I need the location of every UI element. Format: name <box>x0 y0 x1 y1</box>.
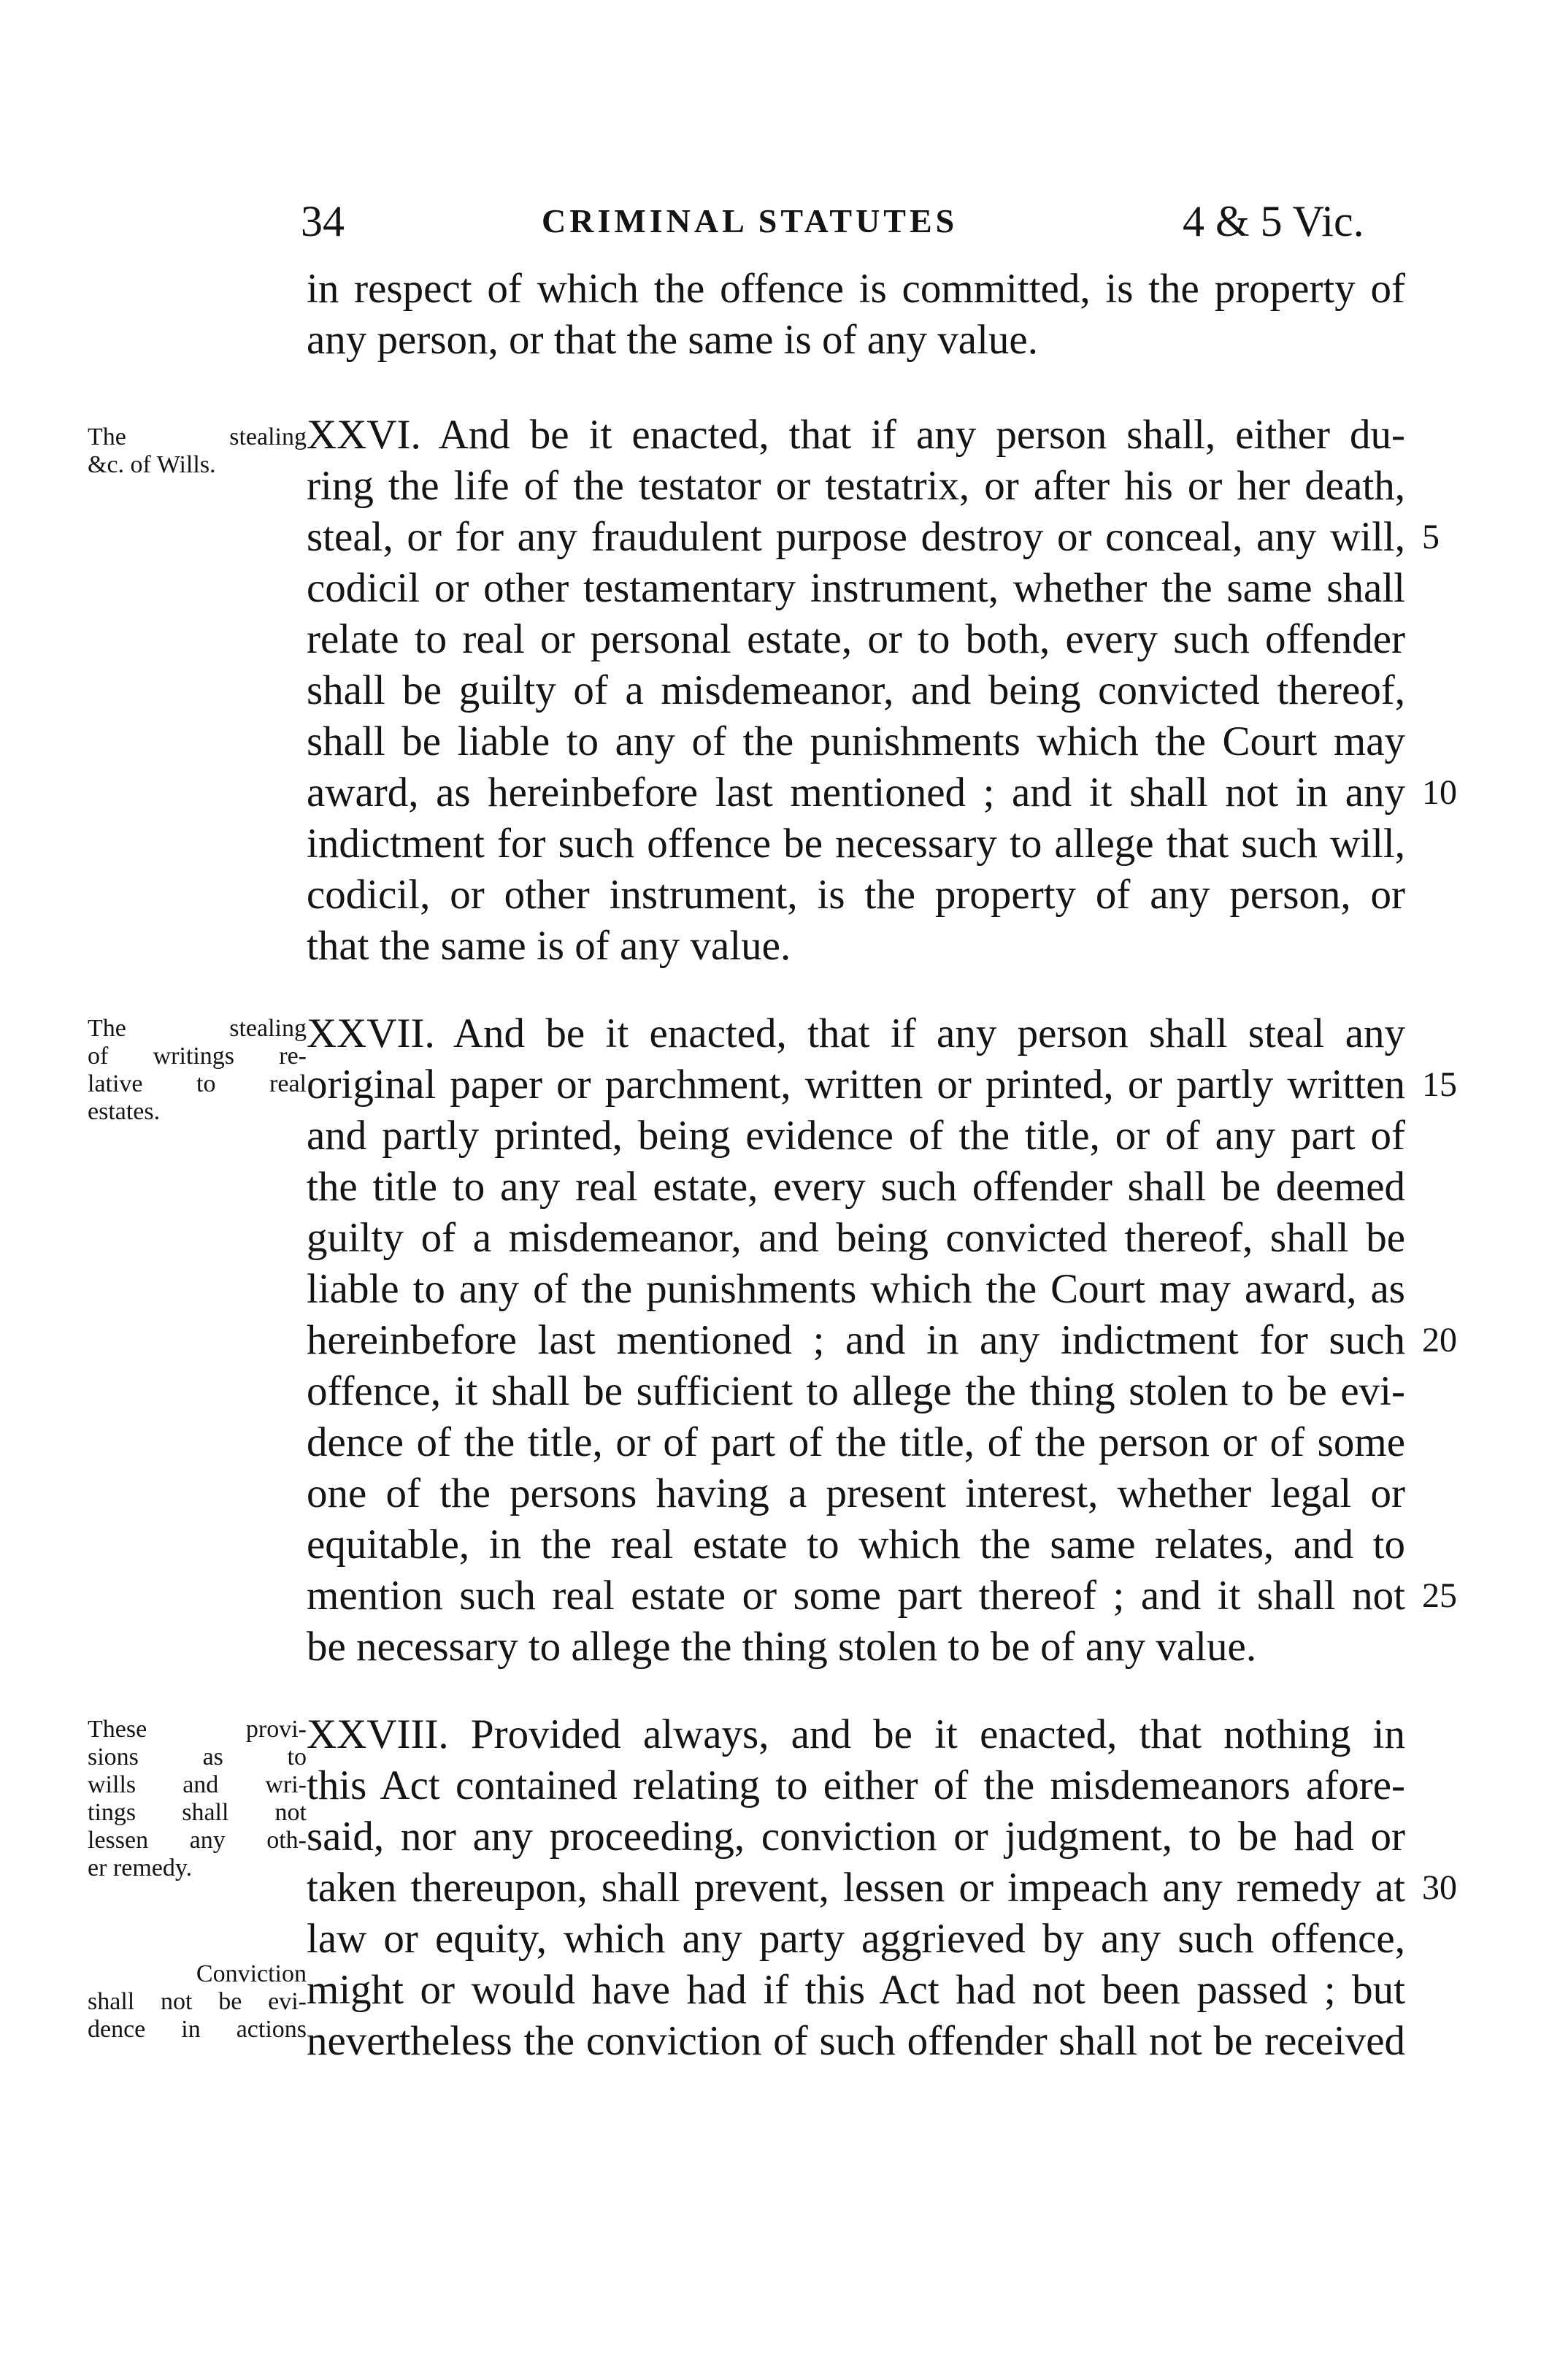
body-line: law or equity, which any party aggrieved by any such offence, <box>307 1916 1405 1962</box>
margin-note-line: lessen any oth- <box>88 1827 307 1854</box>
line-number: 5 <box>1422 518 1440 556</box>
body-line: codicil, or other instrument, is the property of any person, or <box>307 872 1405 918</box>
body-line: award, as hereinbefore last mentioned ; and it shall not in any <box>307 770 1405 816</box>
margin-note-line: of writings re- <box>88 1043 307 1070</box>
regnal-year: 4 & 5 Vic. <box>1183 197 1364 245</box>
body-line: XXVI. And be it enacted, that if any person shall, either du- <box>307 412 1405 458</box>
line-number: 10 <box>1422 773 1457 812</box>
body-line: liable to any of the punishments which the Court may award, as <box>307 1266 1405 1312</box>
margin-note-line: shall not be evi- <box>88 1988 307 2015</box>
margin-note-stealing-wills <box>88 423 307 479</box>
margin-note-line: Conviction <box>196 1960 307 1987</box>
body-line: one of the persons having a present interest, whether legal or <box>307 1470 1405 1516</box>
body-line: guilty of a misdemeanor, and being convicted thereof, shall be <box>307 1215 1405 1261</box>
body-line: said, nor any proceeding, conviction or judgment, to be had or <box>307 1814 1405 1860</box>
margin-note-line: &c. of Wills. <box>88 451 216 478</box>
body-line: XXVIII. Provided always, and be it enacted, that nothing in <box>307 1711 1405 1757</box>
margin-note-line: sions as to <box>88 1743 307 1771</box>
body-line: relate to real or personal estate, or to both, every such offender <box>307 616 1405 662</box>
margin-note-stealing-writings <box>88 1015 307 1126</box>
margin-note-line: dence in actions <box>88 2016 307 2043</box>
body-line: this Act contained relating to either of the misdemeanors afore- <box>307 1762 1405 1808</box>
body-line: might or would have had if this Act had not been passed ; but <box>307 1967 1405 2013</box>
body-line: equitable, in the real estate to which the same relates, and to <box>307 1522 1405 1568</box>
margin-note-line: tings shall not <box>88 1799 307 1826</box>
body-line: be necessary to allege the thing stolen to be of any value. <box>307 1624 1257 1670</box>
margin-note-line: wills and wri- <box>88 1771 307 1798</box>
line-number: 25 <box>1422 1576 1457 1615</box>
line-number: 15 <box>1422 1065 1457 1104</box>
body-line: in respect of which the offence is committed, is the property of <box>307 266 1405 312</box>
body-line: hereinbefore last mentioned ; and in any indictment for such <box>307 1317 1405 1363</box>
margin-note-line: These provi- <box>88 1716 307 1743</box>
margin-note-line: estates. <box>88 1098 161 1125</box>
margin-note-line: er remedy. <box>88 1854 193 1881</box>
body-line: XXVII. And be it enacted, that if any person shall steal any <box>307 1010 1405 1056</box>
body-line: original paper or parchment, written or printed, or partly written <box>307 1062 1405 1108</box>
body-line: shall be guilty of a misdemeanor, and being convicted thereof, <box>307 667 1405 713</box>
body-line: steal, or for any fraudulent purpose destroy or conceal, any will, <box>307 514 1405 560</box>
margin-note-line: lative to real <box>88 1070 307 1097</box>
body-line: that the same is of any value. <box>307 923 791 969</box>
body-line: mention such real estate or some part thereof ; and it shall not <box>307 1573 1405 1619</box>
running-title: CRIMINAL STATUTES <box>542 202 958 239</box>
margin-note-line: The stealing <box>88 423 307 450</box>
body-line: shall be liable to any of the punishments which the Court may <box>307 718 1405 764</box>
body-line: offence, it shall be sufficient to allege the thing stolen to be evi- <box>307 1368 1405 1414</box>
line-number: 30 <box>1422 1868 1457 1907</box>
page-number: 34 <box>301 197 345 245</box>
body-line: and partly printed, being evidence of the title, or of any part of <box>307 1113 1405 1159</box>
margin-note-provisions <box>88 1716 307 1882</box>
body-line: indictment for such offence be necessary to allege that such will, <box>307 821 1405 867</box>
line-number: 20 <box>1422 1321 1457 1359</box>
body-line: nevertheless the conviction of such offender shall not be received <box>307 2018 1405 2064</box>
running-header <box>0 188 1568 254</box>
body-line: taken thereupon, shall prevent, lessen or impeach any remedy at <box>307 1865 1405 1911</box>
body-line: any person, or that the same is of any value. <box>307 317 1038 363</box>
body-line: ring the life of the testator or testatrix, or after his or her death, <box>307 463 1405 509</box>
margin-note-line: The stealing <box>88 1015 307 1042</box>
body-line: the title to any real estate, every such offender shall be deemed <box>307 1164 1405 1210</box>
margin-note-conviction <box>88 1960 307 2044</box>
body-line: codicil or other testamentary instrument, whether the same shall <box>307 565 1405 611</box>
body-line: dence of the title, or of part of the title, of the person or of some <box>307 1419 1405 1465</box>
